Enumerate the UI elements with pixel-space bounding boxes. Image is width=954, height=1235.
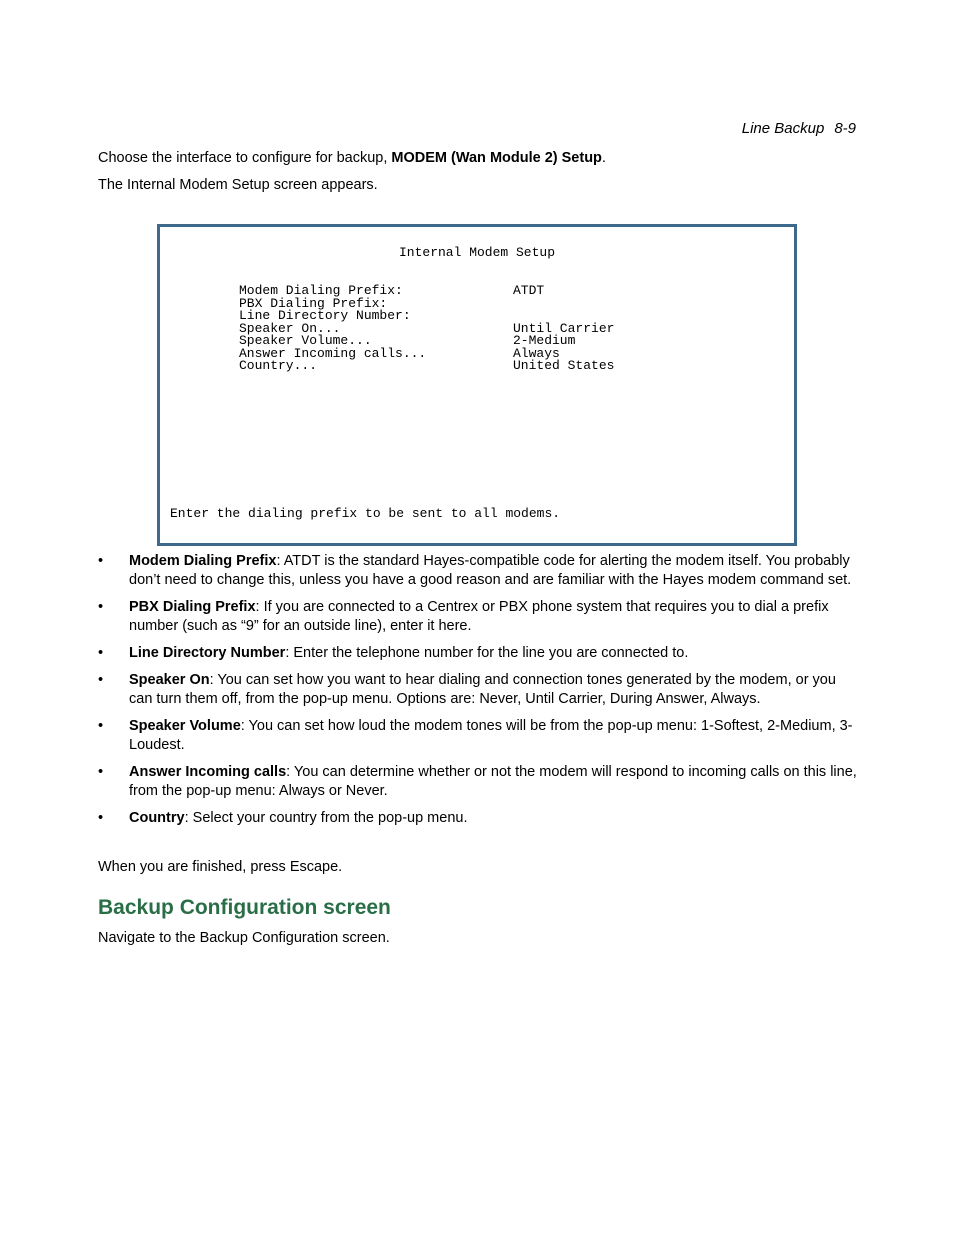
bullet-text: : Enter the telephone number for the line you are connected to. xyxy=(285,645,689,661)
bullet-text: : You can set how you want to hear dialing and connection tones generated by the modem, or you can turn them off, from the pop-up menu. Options are: Never, Until Carrier, During Answer, Always. xyxy=(129,672,836,707)
list-item xyxy=(98,598,858,636)
field-label-speaker-on: Speaker On... xyxy=(239,320,341,336)
list-item xyxy=(98,809,858,828)
running-header xyxy=(742,120,856,137)
terminal-hint: Enter the dialing prefix to be sent to all modems. xyxy=(170,506,561,521)
bullet-icon: • xyxy=(98,810,104,826)
field-label-modem-dialing-prefix: Modem Dialing Prefix: xyxy=(239,283,403,298)
intro-suffix: . xyxy=(601,150,606,166)
bullet-term: PBX Dialing Prefix xyxy=(129,599,256,615)
bullet-text: : You can set how loud the modem tones will be from the pop-up menu: 1-Softest, 2-Medium, 3-Loudest. xyxy=(129,718,853,753)
list-item xyxy=(98,717,858,755)
bullet-icon: • xyxy=(98,599,104,615)
bullet-term: Speaker On xyxy=(129,672,210,688)
terminal-title: Internal Modem Setup xyxy=(398,245,556,260)
bullet-term: Answer Incoming calls xyxy=(129,764,287,780)
header-page-number: 8-9 xyxy=(834,120,856,137)
bullet-term: Line Directory Number xyxy=(129,645,286,661)
field-label-line-directory-number: Line Directory Number: xyxy=(239,308,411,323)
field-value-answer-incoming-calls[interactable]: Always xyxy=(513,345,560,361)
bullet-text: : ATDT is the standard Hayes-compatible code for alerting the modem itself. You probably don’t need to change this, unless you have a good reason and are familiar with the Hayes modem command set. xyxy=(129,553,852,588)
intro-paragraph-2: The Internal Modem Setup screen appears. xyxy=(98,177,378,193)
field-descriptions-list xyxy=(98,552,858,836)
field-label-pbx-dialing-prefix: PBX Dialing Prefix: xyxy=(239,295,388,311)
field-value-speaker-volume[interactable]: 2-Medium xyxy=(513,333,576,348)
intro-text: Choose the interface to configure for backup, xyxy=(98,150,392,166)
list-item xyxy=(98,552,858,590)
list-item xyxy=(98,644,858,663)
bullet-term: Country xyxy=(129,810,185,826)
field-value-speaker-on[interactable]: Until Carrier xyxy=(513,320,615,336)
header-section: Line Backup xyxy=(741,120,825,137)
field-label-speaker-volume: Speaker Volume... xyxy=(239,333,372,348)
bullet-icon: • xyxy=(98,672,104,688)
bullet-text: : If you are connected to a Centrex or PBX phone system that requires you to dial a prefix number (such as “9” for an outside line), enter it here. xyxy=(129,599,829,634)
bullet-text: : Select your country from the pop-up menu. xyxy=(184,810,468,826)
intro-paragraph xyxy=(98,149,858,168)
terminal-screen xyxy=(157,224,797,546)
list-item xyxy=(98,671,858,709)
field-value-country[interactable]: United States xyxy=(513,358,615,373)
bullet-text: : You can determine whether or not the modem will respond to incoming calls on this line, from the pop-up menu: Always or Never. xyxy=(129,764,857,799)
section-paragraph: Navigate to the Backup Configuration screen. xyxy=(98,930,390,946)
bullet-icon: • xyxy=(98,645,104,661)
field-value-modem-dialing-prefix[interactable]: ATDT xyxy=(513,283,545,298)
bullet-term: Speaker Volume xyxy=(129,718,241,734)
bullet-term: Modem Dialing Prefix xyxy=(129,553,277,569)
field-label-country: Country... xyxy=(239,358,318,373)
list-item xyxy=(98,763,858,801)
field-label-answer-incoming-calls: Answer Incoming calls... xyxy=(239,345,427,361)
bullet-icon: • xyxy=(98,718,104,734)
closing-paragraph: When you are finished, press Escape. xyxy=(98,859,343,875)
intro-bold-term: MODEM (Wan Module 2) Setup xyxy=(391,150,602,166)
bullet-icon: • xyxy=(98,764,104,780)
section-heading: Backup Configuration screen xyxy=(98,896,391,919)
bullet-icon: • xyxy=(98,553,104,569)
